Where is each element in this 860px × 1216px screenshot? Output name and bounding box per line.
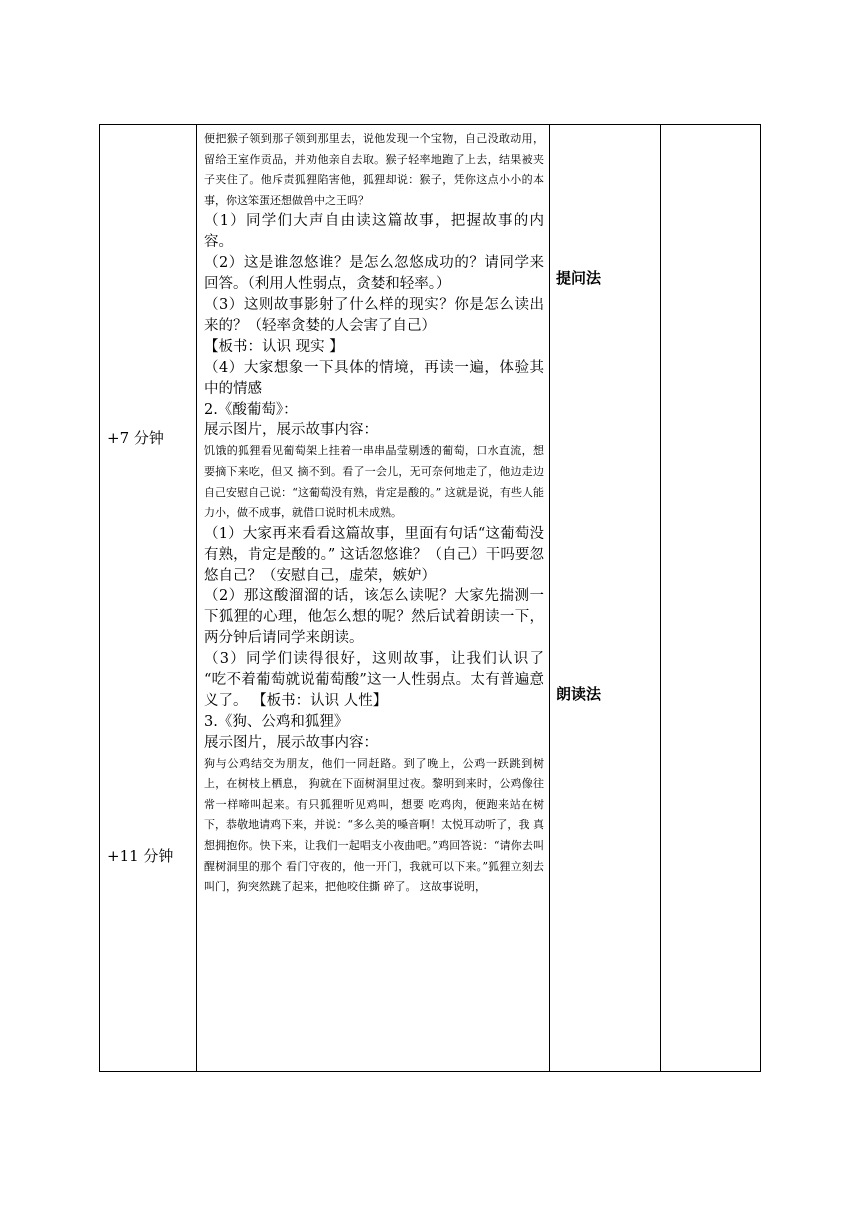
method-label-2: 朗读法 [556, 685, 602, 703]
question-1: （1）同学们大声自由读这篇故事，把握故事的内容。 [204, 213, 544, 251]
time-label-2: +11 分钟 [107, 847, 174, 865]
column-divider [660, 125, 661, 1071]
lesson-content [204, 129, 544, 898]
time-label-1: +7 分钟 [107, 429, 164, 447]
method-label-1: 提问法 [556, 269, 602, 287]
question-2: （2）这是谁忽悠谁？是怎么忽悠成功的？请同学来回答。（利用人性弱点，贪婪和轻率。） [204, 255, 544, 293]
activity-3: （3）同学们读得很好，这则故事，让我们认识了 “吃不着葡萄就说葡萄酸”这一人性弱点。太有普遍意义了。 【板书：认识 人性】 [204, 651, 544, 709]
lesson-plan-table [99, 124, 761, 1072]
story2-text: 饥饿的狐狸看见葡萄架上挂着一串串晶莹剔透的葡萄，口水直流，想要摘下来吃，但又 摘不到。看了一会儿，无可奈何地走了，他边走边自己安慰自己说：“这葡萄没有熟，肯定是酸的。” 这就是说，有些人能力小，做不成事，就借口说时机未成熟。 [204, 444, 544, 520]
question-4: （4）大家想象一下具体的情境，再读一遍，体验其中的情感 [204, 359, 544, 397]
board-note-1: 【板书：认识 现实 】 [204, 338, 344, 355]
column-divider [196, 125, 197, 1071]
story3-text: 狗与公鸡结交为朋友，他们一同赶路。到了晚上，公鸡一跃跳到树上，在树枝上栖息， 狗就在下面树洞里过夜。黎明到来时，公鸡像往常一样啼叫起来。有只狐狸听见鸡叫，想要 吃鸡肉，便跑来站在树下，恭敬地请鸡下来，并说：“多么美的嗓音啊！太悦耳动听了，我 真想拥抱你。快下来，让我们一起唱支小夜曲吧。”鸡回答说：“请你去叫醒树洞里的那个 看门守夜的，他一开门，我就可以下来。”狐狸立刻去叫门，狗突然跳了起来，把他咬住撕 碎了。 这故事说明， [204, 756, 544, 894]
activity-2: （2）那这酸溜溜的话，该怎么读呢？大家先揣测一下狐狸的心理，他怎么想的呢？然后试着朗读一下，两分钟后请同学来朗读。 [204, 588, 544, 647]
story2-intro: 展示图片，展示故事内容： [204, 422, 378, 439]
question-3: （3）这则故事影射了什么样的现实？你是怎么读出来的？（轻率贪婪的人会害了自己） [204, 297, 544, 334]
story3-intro: 展示图片，展示故事内容： [204, 734, 378, 751]
story1-text: 便把猴子领到那子领到那里去，说他发现一个宝物，自己没敢动用，留给王室作贡品，并劝他亲自去取。猴子轻率地跑了上去，结果被夹子夹住了。他斥责狐狸陷害他，狐狸却说：猴子，凭你这点小小的本事，你这笨蛋还想做兽中之王吗？ [204, 132, 544, 207]
story3-title: 3.《狗、公鸡和狐狸》 [204, 713, 349, 730]
activity-1: （1）大家再来看看这篇故事，里面有句话“这葡萄没有熟，肯定是酸的。” 这话忽悠谁？（自己）干吗要忽悠自己？（安慰自己，虚荣，嫉妒） [204, 525, 544, 584]
column-divider [549, 125, 550, 1071]
story2-title: 2.《酸葡萄》： [204, 401, 298, 418]
